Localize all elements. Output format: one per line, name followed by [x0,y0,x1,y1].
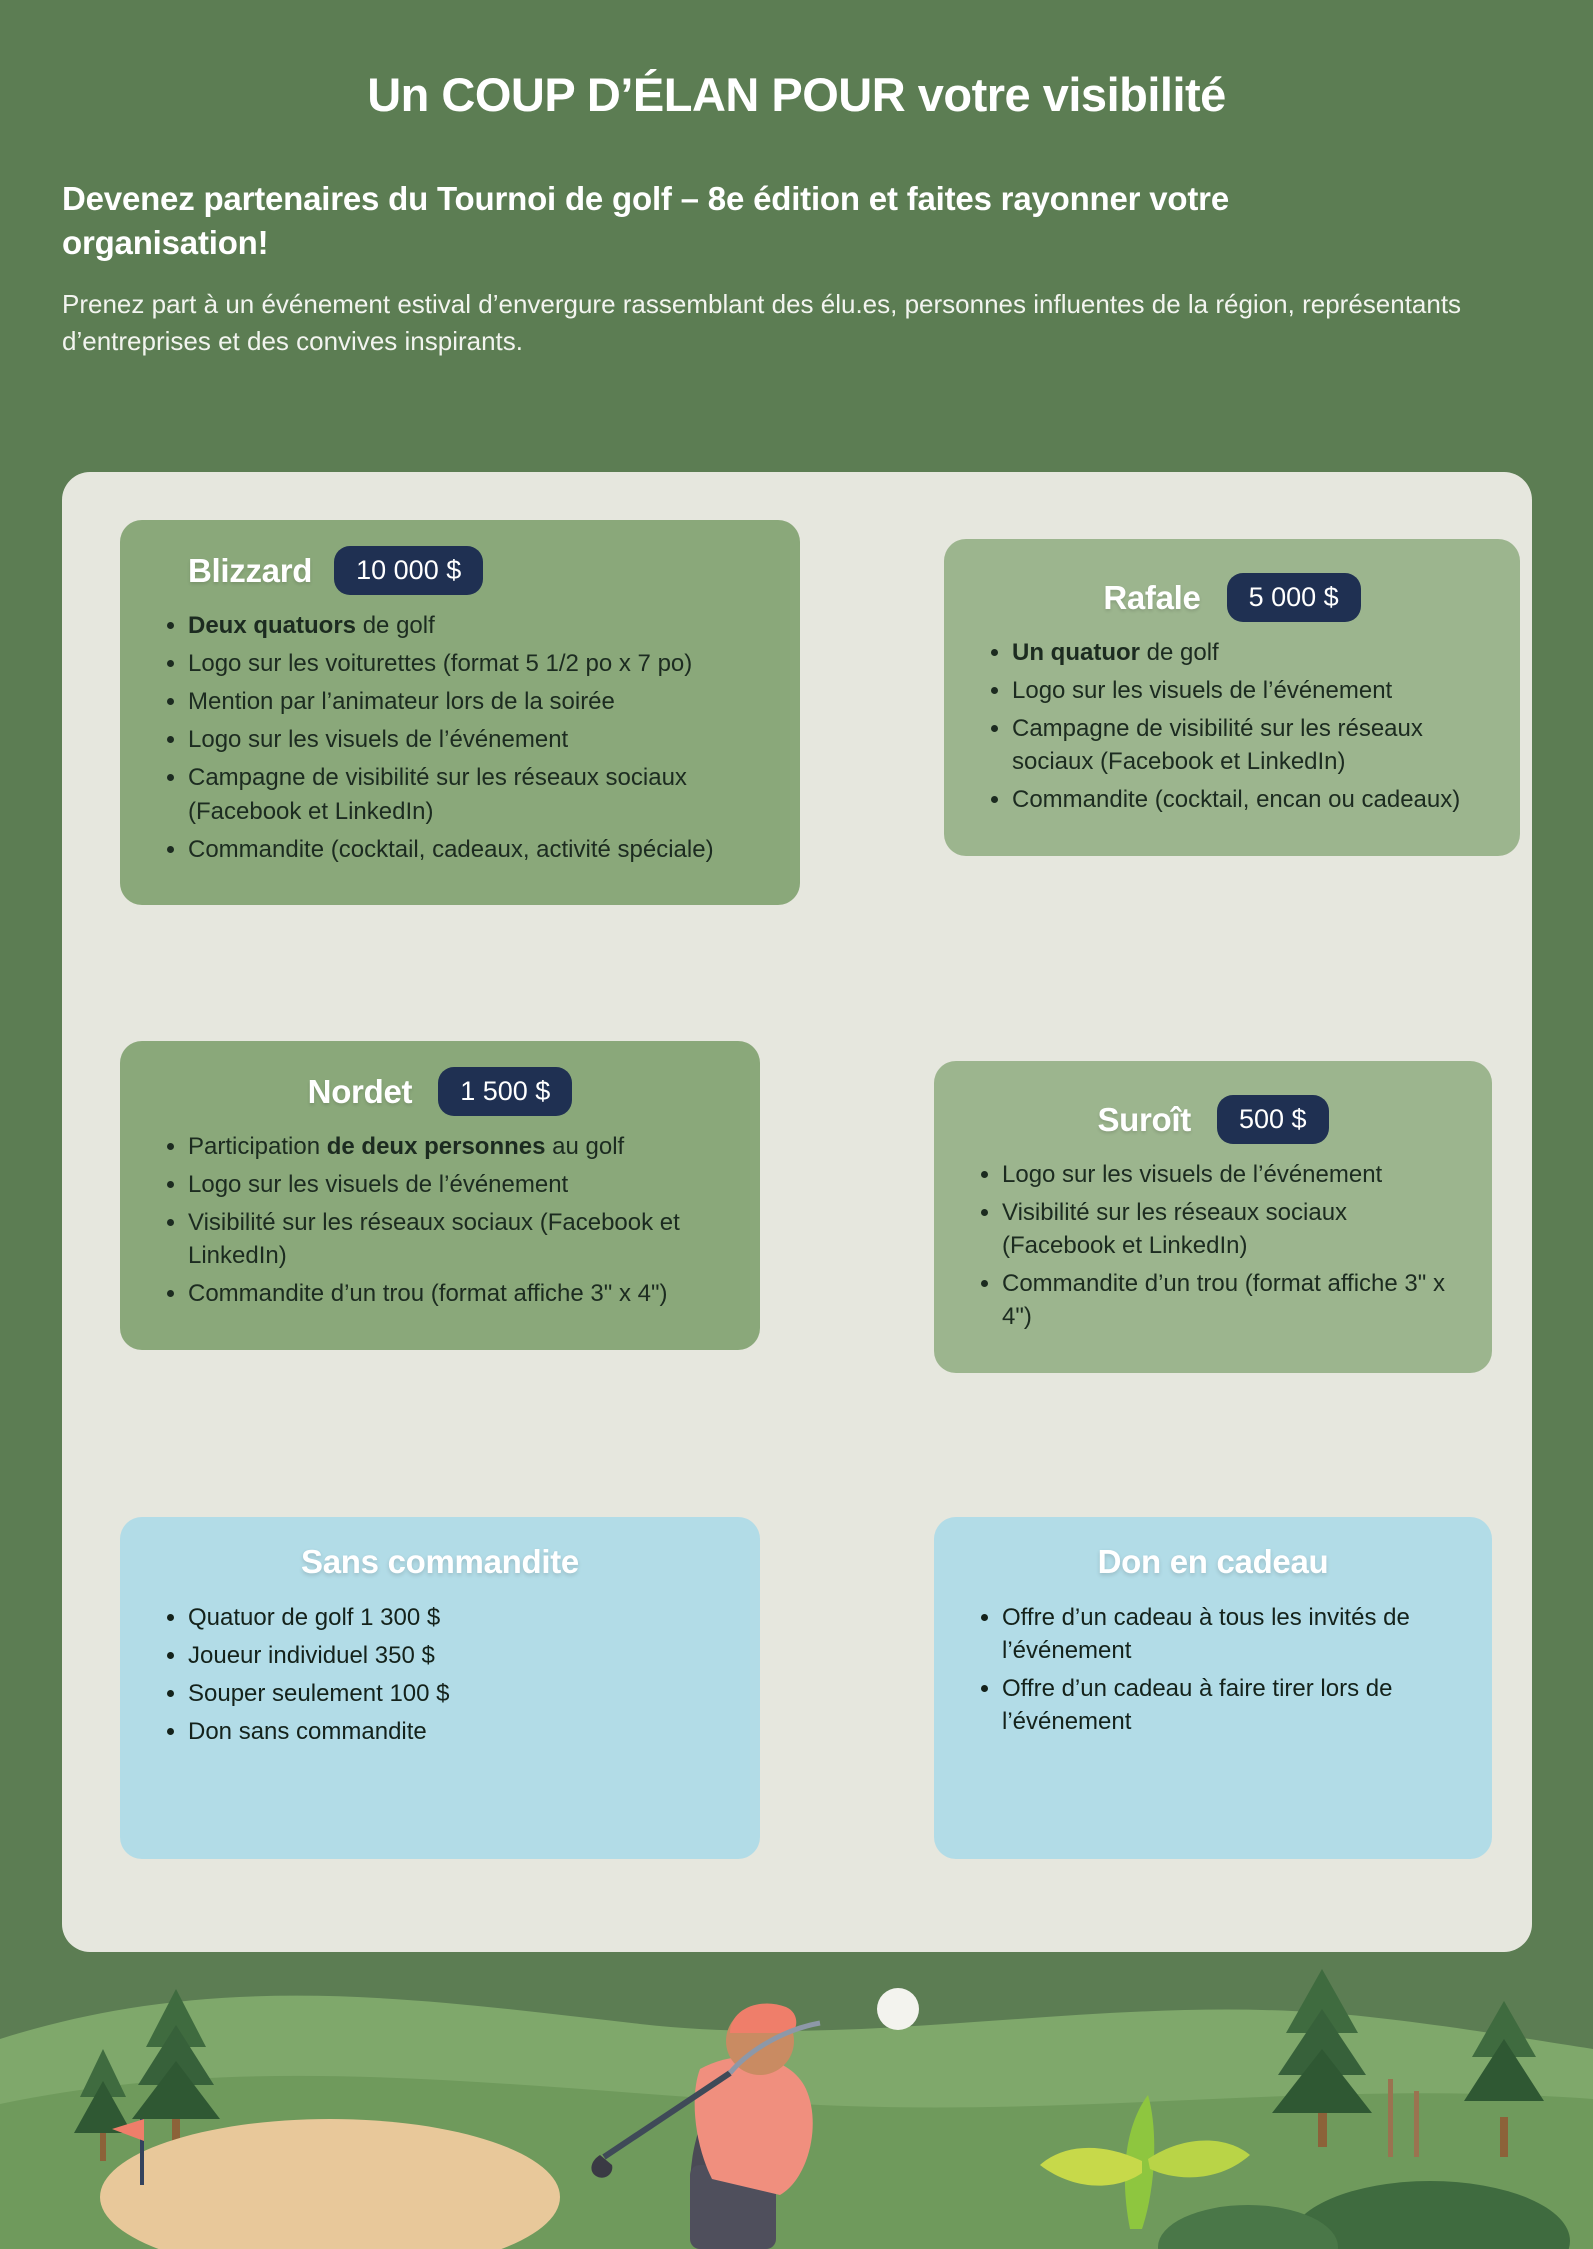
list-item: • Commandite d’un trou (format affiche 3" x 4") [188,1277,726,1310]
list-item: • Commandite d’un trou (format affiche 3" x 4") [1002,1267,1458,1333]
card-suroit-price: 500 $ [1217,1095,1329,1144]
card-sans-commandite-list [154,1601,726,1748]
card-don-cadeau-title: Don en cadeau [1097,1543,1329,1580]
card-don-cadeau-head [968,1543,1458,1581]
golf-ball-icon [877,1988,919,2030]
golf-illustration [0,1929,1593,2249]
card-blizzard-list [154,609,766,866]
card-rafale [944,539,1520,856]
list-item: • Un quatuor de golf [1012,636,1486,669]
trunk-icon [1388,2079,1393,2157]
card-suroit [934,1061,1492,1373]
card-rafale-title: Rafale [1103,578,1201,616]
list-item: • Joueur individuel 350 $ [188,1639,726,1672]
list-item: • Quatuor de golf 1 300 $ [188,1601,726,1634]
page-subtitle: Devenez partenaires du Tournoi de golf – 8e édition et faites rayonner votre organisation! [62,180,1229,261]
list-item: • Visibilité sur les réseaux sociaux (Facebook et LinkedIn) [1002,1196,1458,1262]
list-item: • Logo sur les visuels de l’événement [1002,1158,1458,1191]
card-sans-commandite-head [154,1543,726,1581]
list-item: • Offre d’un cadeau à faire tirer lors de l’événement [1002,1672,1458,1738]
list-item: • Commandite (cocktail, cadeaux, activité spéciale) [188,833,766,866]
card-suroit-list [968,1158,1458,1334]
card-nordet-list [154,1130,726,1311]
sponsorship-panel [62,472,1532,1952]
list-item: • Participation de deux personnes au golf [188,1130,726,1163]
list-item: • Souper seulement 100 $ [188,1677,726,1710]
list-item: • Campagne de visibilité sur les réseaux sociaux (Facebook et LinkedIn) [188,761,766,827]
card-blizzard-head [154,546,766,595]
card-sans-commandite [120,1517,760,1859]
list-item: • Logo sur les voiturettes (format 5 1/2 po x 7 po) [188,647,766,680]
card-suroit-head [968,1095,1458,1144]
card-sans-commandite-title: Sans commandite [301,1543,579,1580]
card-nordet-price: 1 500 $ [438,1067,572,1116]
list-item: • Deux quatuors de golf [188,609,766,642]
card-nordet-title: Nordet [307,1072,413,1110]
page-title: Un COUP D’ÉLAN POUR votre visibilité [367,68,1226,121]
card-rafale-list [978,636,1486,817]
card-don-cadeau-list [968,1601,1458,1738]
card-rafale-price: 5 000 $ [1227,573,1361,622]
trunk-icon [1414,2091,1419,2157]
list-item: • Mention par l’animateur lors de la soirée [188,685,766,718]
card-blizzard [120,520,800,905]
list-item: • Campagne de visibilité sur les réseaux sociaux (Facebook et LinkedIn) [1012,712,1486,778]
card-nordet-head [154,1067,726,1116]
list-item: • Logo sur les visuels de l’événement [188,723,766,756]
card-blizzard-title: Blizzard [188,551,313,589]
card-rafale-head [978,573,1486,622]
card-suroit-title: Suroît [1097,1100,1191,1138]
intro-paragraph: Prenez part à un événement estival d’envergure rassemblant des élu.es, personnes influentes de la région, représentants d’entreprises et des convives inspirants. [62,289,1462,357]
card-don-cadeau [934,1517,1492,1859]
list-item: • Logo sur les visuels de l’événement [1012,674,1486,707]
list-item: • Visibilité sur les réseaux sociaux (Facebook et LinkedIn) [188,1206,726,1272]
list-item: • Offre d’un cadeau à tous les invités de l’événement [1002,1601,1458,1667]
card-blizzard-price: 10 000 $ [334,546,483,595]
list-item: • Commandite (cocktail, encan ou cadeaux) [1012,783,1486,816]
list-item: • Don sans commandite [188,1715,726,1748]
list-item: • Logo sur les visuels de l’événement [188,1168,726,1201]
page-header [0,0,1593,360]
card-nordet [120,1041,760,1350]
